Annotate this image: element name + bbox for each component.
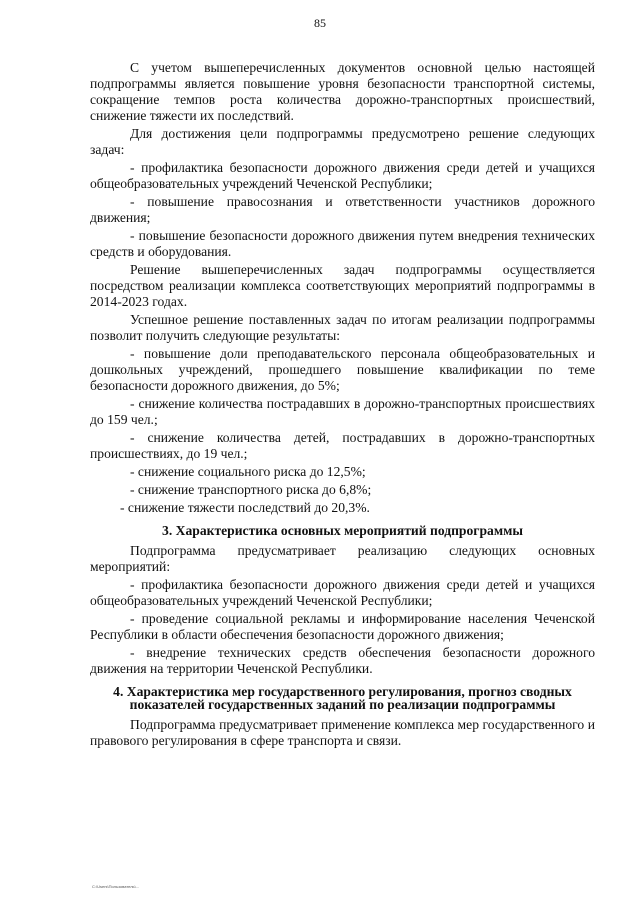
list-item: - повышение правосознания и ответственности участников дорожного движения; xyxy=(90,194,595,225)
paragraph: Успешное решение поставленных задач по итогам реализации подпрограммы позволит получить следующие результаты: xyxy=(90,312,595,343)
paragraph: Подпрограмма предусматривает реализацию следующих основных мероприятий: xyxy=(90,543,595,574)
section-heading-4: 4. Характеристика мер государственного регулирования, прогноз сводных показателей государственных заданий по реализации подпрограммы xyxy=(113,684,572,712)
list-item: - снижение социального риска до 12,5%; xyxy=(130,464,366,479)
list-item: - повышение безопасности дорожного движения путем внедрения технических средств и оборудования. xyxy=(90,228,595,259)
footer-file-path: С:\Users\Пользователь\... xyxy=(92,884,140,889)
list-item: - снижение тяжести последствий до 20,3%. xyxy=(120,500,370,515)
list-item: - снижение количества пострадавших в дорожно-транспортных происшествиях до 159 чел.; xyxy=(90,396,595,427)
list-item: - профилактика безопасности дорожного движения среди детей и учащихся общеобразовательных учреждений Чеченской Республики; xyxy=(90,160,595,191)
list-item: - профилактика безопасности дорожного движения среди детей и учащихся общеобразовательных учреждений Чеченской Республики; xyxy=(90,577,595,608)
section-heading-3: 3. Характеристика основных мероприятий подпрограммы xyxy=(162,523,523,538)
list-item: - снижение транспортного риска до 6,8%; xyxy=(130,482,372,497)
list-item: - повышение доли преподавательского персонала общеобразовательных и дошкольных учреждений, прошедшего повышение квалификации по теме безопасности дорожного движения, до 5%; xyxy=(90,346,595,393)
list-item: - внедрение технических средств обеспечения безопасности дорожного движения на территории Чеченской Республики. xyxy=(90,645,595,676)
paragraph: Подпрограмма предусматривает применение комплекса мер государственного и правового регулирования в сфере транспорта и связи. xyxy=(90,717,595,748)
paragraph: Решение вышеперечисленных задач подпрограммы осуществляется посредством реализации комплекса соответствующих мероприятий подпрограммы в 2014-2023 годах. xyxy=(90,262,595,309)
paragraph: Для достижения цели подпрограммы предусмотрено решение следующих задач: xyxy=(90,126,595,157)
document-body xyxy=(90,60,595,751)
list-item: - снижение количества детей, пострадавших в дорожно-транспортных происшествиях, до 19 чел.; xyxy=(90,430,595,461)
paragraph: С учетом вышеперечисленных документов основной целью настоящей подпрограммы является повышение уровня безопасности транспортной системы, сокращение темпов роста количества дорожно-транспортных происшествий, снижение тяжести их последствий. xyxy=(90,60,595,123)
list-item: - проведение социальной рекламы и информирование населения Чеченской Республики в области обеспечения безопасности дорожного движения; xyxy=(90,611,595,642)
page-number: 85 xyxy=(314,16,326,30)
